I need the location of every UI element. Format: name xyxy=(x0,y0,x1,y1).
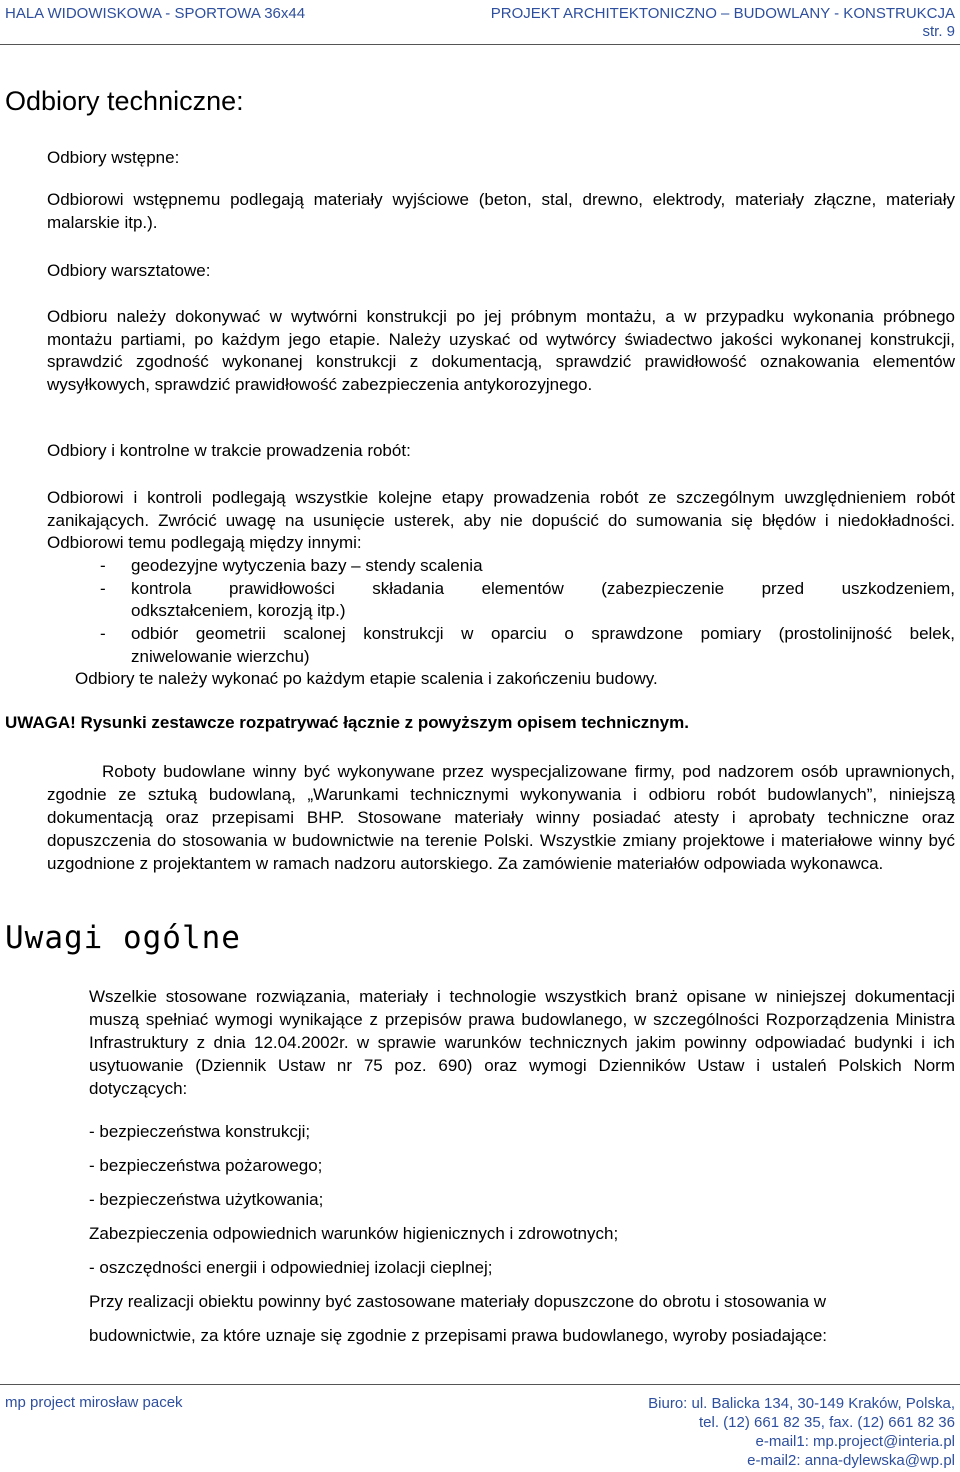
requirement-item: - bezpieczeństwa użytkowania; xyxy=(89,1190,324,1209)
paragraph-roboty-budowlane xyxy=(47,760,955,875)
requirement-item: - oszczędności energii i odpowiedniej izolacji cieplnej; xyxy=(89,1258,493,1277)
section-title-odbiory: Odbiory techniczne: xyxy=(5,86,244,116)
paragraph-odbiory-kontrolne: Odbiorowi i kontroli podlegają wszystkie kolejne etapy prowadzenia robót ze szczególnym uwzględnieniem robót zanikających. Zwrócić uwagę na usunięcie usterek, aby nie dopuścić do sumowania się błędów i niedokładności. Odbiorowi temu podlegają między innymi: xyxy=(47,488,955,553)
heading-odbiory-warsztatowe: Odbiory warsztatowe: xyxy=(47,261,211,280)
list-item-continuation: odkształceniem, korozją itp.) xyxy=(131,601,346,621)
list-dash: - xyxy=(100,556,106,575)
list-item-continuation: zniwelowanie wierzchu) xyxy=(131,646,310,666)
header-right xyxy=(491,5,955,41)
footer-contact xyxy=(648,1394,955,1470)
list-item-text: kontrola prawidłowości składania elementów (zabezpieczenie przed uszkodzeniem, xyxy=(131,578,955,598)
footer-divider xyxy=(0,1384,960,1385)
list-dash: - xyxy=(100,578,106,598)
section-title-uwagi-ogolne: Uwagi ogólne xyxy=(5,920,241,956)
paragraph-uwagi-intro: Wszelkie stosowane rozwiązania, materiały i technologie wszystkich branż opisane w niniejszej dokumentacji muszą spełniać wymogi wynikające z przepisów prawa budowlanego, w szczególności Rozporządzenia Ministra Infrastruktury z dnia 12.04.2002r. w sprawie warunków technicznych jakim powinny odpowiadać budynki i ich usytuowanie (Dziennik Ustaw nr 75 poz. 690) oraz wymogi Dzienników Ustaw i ustaleń Polskich Norm dotyczących: xyxy=(89,987,955,1098)
paragraph-odbiory-warsztatowe: Odbioru należy dokonywać w wytwórni konstrukcji po jej próbnym montażu, a w przypadku wykonania próbnego montażu partiami, po każdym jego etapie. Należy uzyskać od wytwórcy świadectwo jakości wykonanej konstrukcji, sprawdzić zgodność wykonanej konstrukcji z dokumentacją, sprawdzić prawidłowość oznakowania elementów wysyłkowych, sprawdzić prawidłowość zabezpieczenia antykorozyjnego. xyxy=(47,307,955,395)
requirement-item: - bezpieczeństwa konstrukcji; xyxy=(89,1122,311,1141)
footer-company-name: mp project mirosław pacek xyxy=(5,1394,183,1411)
page-number: str. 9 xyxy=(922,23,955,40)
list-item-text: odbiór geometrii scalonej konstrukcji w oparciu o sprawdzone pomiary (prostolinijność belek, xyxy=(131,624,955,644)
paragraph-odbiory-summary: Odbiory te należy wykonać po każdym etapie scalenia i zakończeniu budowy. xyxy=(75,669,658,688)
list-item xyxy=(100,555,955,578)
footer-email-1[interactable]: e-mail1: mp.project@interia.pl xyxy=(755,1433,955,1450)
footer-email-2[interactable]: e-mail2: anna-dylewska@wp.pl xyxy=(747,1452,955,1469)
list-dash: - xyxy=(100,624,106,644)
paragraph-roboty-text: Roboty budowlane winny być wykonywane przez wyspecjalizowane firmy, pod nadzorem osób uprawnionych, zgodnie ze sztuką budowlaną, „Warunkami technicznymi wykonywania i odbioru robót budowlanych”, niniejszą dokumentacją oraz przepisami BHP. Stosowane materiały winny posiadać atesty i aprobaty techniczne oraz dopuszczenia do stosowania w budownictwie na terenie Polski. Wszystkie zmiany projektowe i materiałowe winny być uzgodnione z projektantem w ramach nadzoru autorskiego. Za zamówienie materiałów odpowiada wykonawca. xyxy=(47,762,955,873)
list-item-text: geodezyjne wytyczenia bazy – stendy scalenia xyxy=(131,556,483,575)
requirement-item: Przy realizacji obiektu powinny być zastosowane materiały dopuszczone do obrotu i stosowania w xyxy=(89,1292,827,1311)
list-item xyxy=(100,578,955,623)
footer-phone: tel. (12) 661 82 35, fax. (12) 661 82 36 xyxy=(698,1414,955,1431)
heading-odbiory-wstepne: Odbiory wstępne: xyxy=(47,148,180,167)
heading-odbiory-kontrolne: Odbiory i kontrolne w trakcie prowadzenia robót: xyxy=(47,441,411,460)
inspection-list xyxy=(100,555,955,669)
header-project-name: HALA WIDOWISKOWA - SPORTOWA 36x44 xyxy=(5,5,306,22)
list-item xyxy=(100,623,955,668)
warning-note: UWAGA! Rysunki zestawcze rozpatrywać łącznie z powyższym opisem technicznym. xyxy=(5,713,689,732)
footer-address: Biuro: ul. Balicka 134, 30-149 Kraków, Polska, xyxy=(648,1395,955,1412)
requirement-item: budownictwie, za które uznaje się zgodnie z przepisami prawa budowlanego, wyroby posiadające: xyxy=(89,1326,828,1345)
header-divider xyxy=(0,44,960,45)
requirement-item: - bezpieczeństwa pożarowego; xyxy=(89,1156,323,1175)
header-document-type: PROJEKT ARCHITEKTONICZNO – BUDOWLANY - KONSTRUKCJA xyxy=(490,5,955,22)
paragraph-odbiory-wstepne: Odbiorowi wstępnemu podlegają materiały wyjściowe (beton, stal, drewno, elektrody, materiały złączne, materiały malarskie itp.). xyxy=(47,190,955,232)
requirement-item: Zabezpieczenia odpowiednich warunków higienicznych i zdrowotnych; xyxy=(89,1224,619,1243)
